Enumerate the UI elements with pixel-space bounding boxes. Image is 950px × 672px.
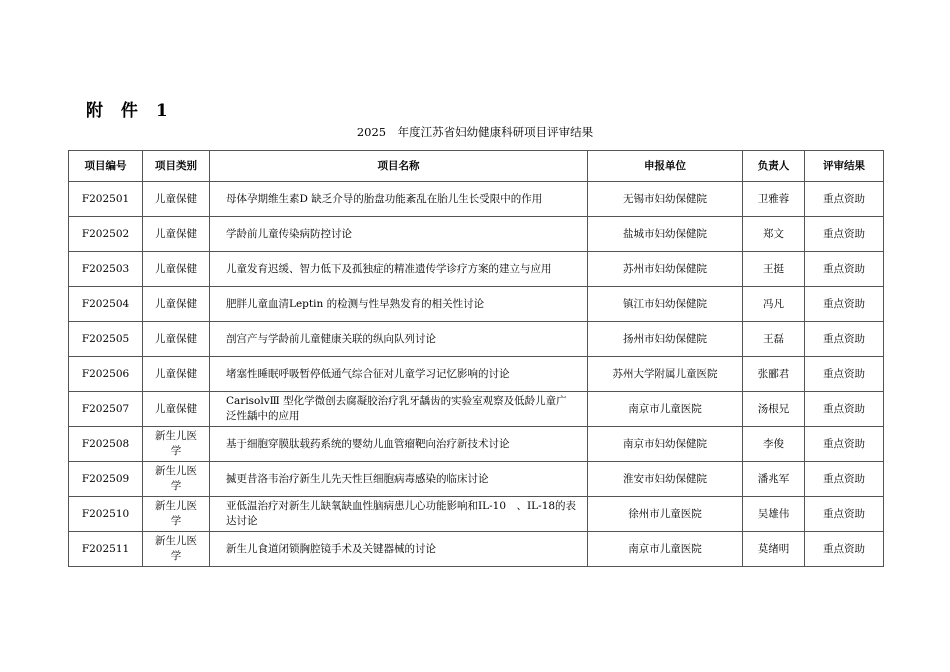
table-row <box>69 497 884 532</box>
table-row <box>69 462 884 497</box>
project-category: 儿童保健 <box>143 322 210 357</box>
header-name: 项目名称 <box>210 151 588 182</box>
responsible-person: 王磊 <box>743 322 805 357</box>
applicant-unit: 徐州市儿童医院 <box>588 497 743 532</box>
table-row <box>69 287 884 322</box>
project-category: 儿童保健 <box>143 252 210 287</box>
review-result: 重点资助 <box>805 462 884 497</box>
applicant-unit: 镇江市妇幼保健院 <box>588 287 743 322</box>
document-title: 2025 年度江苏省妇幼健康科研项目评审结果 <box>356 125 594 139</box>
project-code: F202501 <box>69 182 143 217</box>
project-category: 儿童保健 <box>143 392 210 427</box>
applicant-unit: 淮安市妇幼保健院 <box>588 462 743 497</box>
annex-label: 附 件 1 <box>86 101 174 121</box>
applicant-unit: 盐城市妇幼保健院 <box>588 217 743 252</box>
responsible-person: 卫雅蓉 <box>743 182 805 217</box>
applicant-unit: 无锡市妇幼保健院 <box>588 182 743 217</box>
applicant-unit: 南京市妇幼保健院 <box>588 427 743 462</box>
table-row <box>69 182 884 217</box>
project-code: F202504 <box>69 287 143 322</box>
table-row <box>69 322 884 357</box>
responsible-person: 李俊 <box>743 427 805 462</box>
project-code: F202506 <box>69 357 143 392</box>
header-person: 负责人 <box>743 151 805 182</box>
project-category: 儿童保健 <box>143 357 210 392</box>
table-row <box>69 357 884 392</box>
applicant-unit: 南京市儿童医院 <box>588 392 743 427</box>
review-result: 重点资助 <box>805 252 884 287</box>
table-row <box>69 532 884 567</box>
review-result: 重点资助 <box>805 357 884 392</box>
header-unit: 申报单位 <box>588 151 743 182</box>
review-result: 重点资助 <box>805 322 884 357</box>
project-category: 新生儿医学 <box>143 532 210 567</box>
review-result: 重点资助 <box>805 217 884 252</box>
project-code: F202502 <box>69 217 143 252</box>
table-row <box>69 392 884 427</box>
project-code: F202503 <box>69 252 143 287</box>
applicant-unit: 苏州市妇幼保健院 <box>588 252 743 287</box>
header-category: 项目类别 <box>143 151 210 182</box>
project-name: 肥胖儿童血清Leptin 的检测与性早熟发育的相关性讨论 <box>210 287 588 322</box>
responsible-person: 潘兆军 <box>743 462 805 497</box>
project-name: 儿童发育迟缓、智力低下及孤独症的精准遗传学诊疗方案的建立与应用 <box>210 252 588 287</box>
review-result: 重点资助 <box>805 287 884 322</box>
applicant-unit: 扬州市妇幼保健院 <box>588 322 743 357</box>
project-name: 新生儿食道闭锁胸腔镜手术及关键器械的讨论 <box>210 532 588 567</box>
table-header-row <box>69 151 884 182</box>
review-result: 重点资助 <box>805 532 884 567</box>
project-code: F202508 <box>69 427 143 462</box>
project-code: F202507 <box>69 392 143 427</box>
project-name: 母体孕期维生素D 缺乏介导的胎盘功能紊乱在胎儿生长受限中的作用 <box>210 182 588 217</box>
project-name: 学龄前儿童传染病防控讨论 <box>210 217 588 252</box>
project-name: 揻更昔洛韦治疗新生儿先天性巨细胞病毒感染的临床讨论 <box>210 462 588 497</box>
review-result: 重点资助 <box>805 427 884 462</box>
table-row <box>69 217 884 252</box>
project-category: 儿童保健 <box>143 182 210 217</box>
responsible-person: 莫绪明 <box>743 532 805 567</box>
project-category: 新生儿医学 <box>143 427 210 462</box>
review-result: 重点资助 <box>805 182 884 217</box>
responsible-person: 吴雄伟 <box>743 497 805 532</box>
project-name: 剖宫产与学龄前儿童健康关联的纵向队列讨论 <box>210 322 588 357</box>
project-code: F202510 <box>69 497 143 532</box>
project-code: F202505 <box>69 322 143 357</box>
table-row <box>69 427 884 462</box>
responsible-person: 冯凡 <box>743 287 805 322</box>
responsible-person: 郑文 <box>743 217 805 252</box>
project-category: 儿童保健 <box>143 217 210 252</box>
project-category: 儿童保健 <box>143 287 210 322</box>
review-result: 重点资助 <box>805 497 884 532</box>
responsible-person: 汤根兄 <box>743 392 805 427</box>
review-result: 重点资助 <box>805 392 884 427</box>
applicant-unit: 南京市儿童医院 <box>588 532 743 567</box>
project-name: 基于细胞穿膜肽载药系统的婴幼儿血管瘤靶向治疗新技术讨论 <box>210 427 588 462</box>
header-code: 项目编号 <box>69 151 143 182</box>
project-name: 堵塞性睡眠呼吸暂停低通气综合征对儿童学习记忆影响的讨论 <box>210 357 588 392</box>
applicant-unit: 苏州大学附属儿童医院 <box>588 357 743 392</box>
table-row <box>69 252 884 287</box>
results-table <box>68 150 884 567</box>
project-category: 新生儿医学 <box>143 497 210 532</box>
project-name: CarisolvⅢ 型化学微创去腐凝胶治疗乳牙龋齿的实验室观察及低龄儿童广泛性龋中的应用 <box>210 392 588 427</box>
responsible-person: 王挺 <box>743 252 805 287</box>
project-category: 新生儿医学 <box>143 462 210 497</box>
header-result: 评审结果 <box>805 151 884 182</box>
project-code: F202509 <box>69 462 143 497</box>
responsible-person: 张郦君 <box>743 357 805 392</box>
project-name: 亚低温治疗对新生儿缺氧缺血性脑病患儿心功能影响和IL-10 、IL-18的表达讨论 <box>210 497 588 532</box>
project-code: F202511 <box>69 532 143 567</box>
